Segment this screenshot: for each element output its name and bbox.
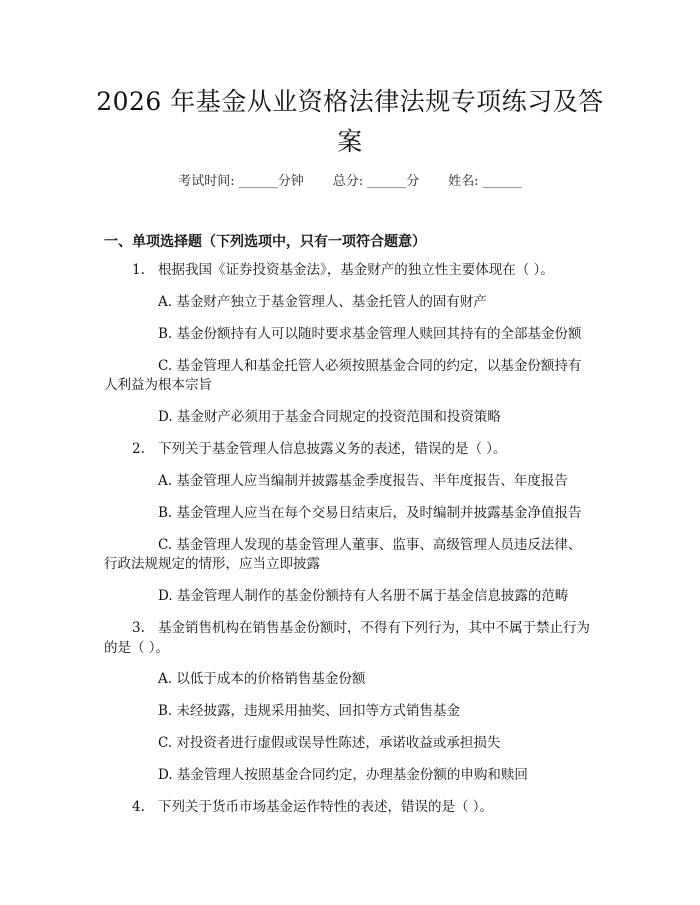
question-1 [132,259,554,281]
option-2d: D. 基金管理人制作的基金份额持有人名册不属于基金信息披露的范畴 [158,588,569,604]
option-3c: C. 对投资者进行虚假或误导性陈述，承诺收益或承担损失 [158,735,501,751]
question-number: 3. [132,620,145,636]
option-2c-continued: 行政法规规定的情形，应当立即披露 [104,556,320,572]
option-2a: A. 基金管理人应当编制并披露基金季度报告、半年度报告、年度报告 [158,473,568,489]
option-1a: A. 基金财产独立于基金管理人、基金托管人的固有财产 [158,294,487,310]
title-line-2: 案 [337,127,363,156]
question-stem: 根据我国《证券投资基金法》，基金财产的独立性主要体现在（ ）。 [158,262,554,278]
exam-meta [0,170,700,189]
option-1c: C. 基金管理人和基金托管人必须按照基金合同的约定，以基金份额持有 [158,358,582,374]
option-3a: A. 以低于成本的价格销售基金份额 [158,671,366,687]
question-stem: 基金销售机构在销售基金份额时，不得有下列行为，其中不属于禁止行为 [158,620,590,636]
document-title [90,82,610,162]
time-unit: 分钟 [277,174,304,189]
option-2b: B. 基金管理人应当在每个交易日结束后，及时编制并披露基金净值报告 [158,505,582,521]
question-stem: 下列关于货币市场基金运作特性的表述，错误的是（ ）。 [158,799,494,815]
time-blank: ______ [238,174,278,189]
option-1d: D. 基金财产必须用于基金合同规定的投资范围和投资策略 [158,409,501,425]
option-3d: D. 基金管理人按照基金合同约定，办理基金份额的申购和赎回 [158,767,528,783]
question-number: 4. [132,799,145,815]
section-heading: 一、单项选择题（下列选项中，只有一项符合题意） [104,234,426,250]
question-2 [132,438,507,460]
question-number: 2. [132,441,145,457]
question-number: 1. [132,262,145,278]
option-1b: B. 基金份额持有人可以随时要求基金管理人赎回其持有的全部基金份额 [158,326,582,342]
name-label: 姓名: [448,174,479,189]
option-2c: C. 基金管理人发现的基金管理人董事、监事、高级管理人员违反法律、 [158,537,582,553]
score-label: 总分: [332,174,364,189]
time-label: 考试时间: [178,174,235,189]
title-line-1: 2026 年基金从业资格法律法规专项练习及答 [96,87,604,116]
question-3 [132,617,590,639]
score-unit: 分 [406,174,420,189]
question-3-continued: 的是（ ）。 [104,640,170,656]
question-4 [132,796,493,818]
name-blank: ______ [482,174,522,189]
score-blank: ______ [367,174,407,189]
option-1c-continued: 人利益为根本宗旨 [104,377,212,393]
option-3b: B. 未经披露，违规采用抽奖、回扣等方式销售基金 [158,703,461,719]
question-stem: 下列关于基金管理人信息披露义务的表述，错误的是（ ）。 [158,441,507,457]
